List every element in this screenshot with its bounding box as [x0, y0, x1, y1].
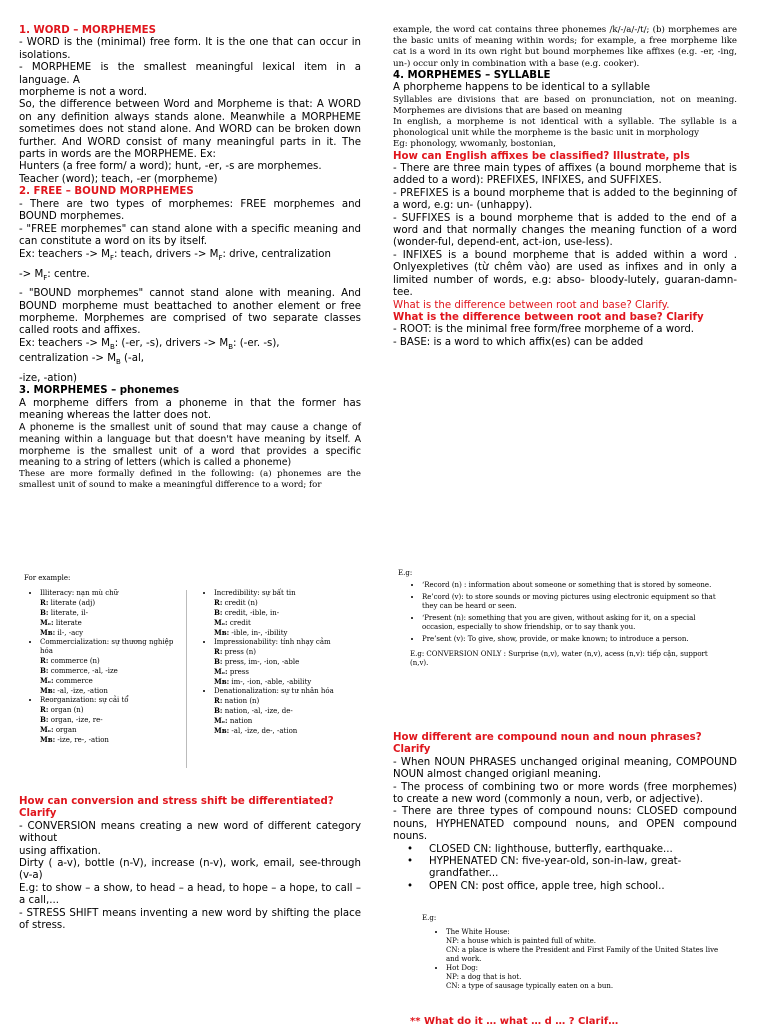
subscript: B: [116, 358, 121, 367]
stress-examples-block: [398, 569, 718, 668]
stress-example-item: • Re’cord (v): to store sounds or moving pictures using electronic equipment so that they can be heard or seen.: [422, 593, 718, 611]
paragraph: A phorpheme happens to be identical to a syllable: [393, 82, 651, 94]
text: Ex: teachers -> M: [19, 337, 110, 349]
example-value: press: [227, 668, 249, 676]
paragraph: - When NOUN PHRASES unchanged original meaning, COMPOUND NOUN almost changed origianl meaning.: [393, 756, 737, 781]
example-key: B:: [214, 608, 223, 617]
example-key: Mₒ:: [214, 667, 228, 676]
text: -> M: [19, 268, 44, 280]
stress-example-item: • Pre’sent (v): To give, show, provide, or make known; to introduce a person.: [422, 635, 718, 644]
paragraph: A morpheme differs from a phoneme in that the former has meaning whereas the latter does not.: [19, 397, 361, 421]
paragraph: [19, 353, 361, 368]
paragraph: - PREFIXES is a bound morpheme that is added to the beginning of a word, e.g: un- (unhappy).: [393, 187, 737, 212]
example-title: • Commercialization: sự thương nghiệp hóa: [40, 638, 174, 655]
example-line: [214, 716, 366, 726]
example-key: Mₒ:: [214, 618, 228, 627]
question-affixes: How can English affixes be classified? Illustrate, pls: [393, 150, 690, 162]
paragraph: - STRESS SHIFT means inventing a new word by shifting the place of stress.: [19, 907, 361, 932]
subscript: F: [109, 254, 114, 263]
paragraph: E.g: to show – a show, to head – a head, to hope – a hope, to call – a call,...: [19, 882, 361, 907]
column-divider: [186, 590, 187, 768]
paragraph: - WORD is the (minimal) free form. It is the one that can occur in isolations.: [19, 37, 361, 61]
example-cn: CN: a type of sausage typically eaten on a bun.: [446, 982, 614, 990]
example-item: [446, 964, 732, 991]
example-list: [22, 589, 182, 745]
example-key: R:: [40, 656, 49, 665]
paragraph: Hunters (a free form/ a word); hunt, -er, -s are morphemes.: [19, 161, 322, 173]
example-value: nation, -al, -ize, de-: [222, 707, 293, 715]
paragraph: - There are two types of morphemes: FREE morphemes and BOUND morphemes.: [19, 198, 361, 223]
example-line: [214, 677, 366, 687]
paragraph: In english, a morpheme is not identical with a syllable. The syllable is a phonological unit while the morpheme is the basic unit in morphology: [393, 117, 737, 139]
question-root-base-bold: What is the difference between root and base? Clarify: [393, 311, 704, 323]
example-key: Mₒ:: [214, 716, 228, 725]
stress-example-list: [398, 581, 718, 644]
example-key: B:: [214, 657, 223, 666]
example-title: • Incredibility: sự bất tin: [214, 589, 296, 597]
subscript: B: [109, 342, 115, 351]
paragraph: A phoneme is the smallest unit of sound that may cause a change of meaning within a language but that doesn't have meaning by itself. A morpheme is the smallest unit of a word that provides a specific meaning to a string of letters (which is called a phoneme): [19, 422, 361, 469]
subscript: B: [228, 342, 234, 351]
example-title: Hot Dog:: [446, 964, 479, 972]
example-title: • Illiteracy: nạn mù chữ: [40, 589, 119, 597]
example-line: [40, 676, 182, 686]
text: (-al,: [120, 353, 145, 365]
paragraph: morpheme is not a word.: [19, 87, 148, 99]
example-value: organ (n): [48, 706, 84, 714]
example-value: credit, -ible, in-: [222, 609, 280, 617]
example-value: -ible, in-, -ibility: [229, 629, 288, 637]
paragraph: - "FREE morphemes" can stand alone with a specific meaning and can constitute a word on its by itself.: [19, 223, 361, 247]
example-title: • Impressionability: tính nhạy cảm: [214, 638, 331, 646]
compound-example-list: [422, 928, 732, 991]
example-line: [40, 725, 182, 735]
question-conversion-stress: How can conversion and stress shift be differentiated? Clarify: [19, 796, 334, 820]
example-value: commerce, -al, -ize: [48, 667, 118, 675]
example-value: organ: [53, 726, 77, 734]
paragraph: - ROOT: is the minimal free form/free morpheme of a word.: [393, 324, 695, 336]
paragraph: [19, 249, 361, 264]
paragraph: - "BOUND morphemes" cannot stand alone with meaning. And BOUND morpheme must beattached to another element or free morpheme. Morphemes are comprised of two separate classes called roots and affixes.: [19, 288, 361, 337]
example-line: [214, 647, 366, 657]
example-line: [214, 696, 366, 706]
heading-morphemes-syllable: 4. MORPHEMES – SYLLABLE: [393, 69, 551, 81]
example-value: literate, il-: [48, 609, 88, 617]
text: Ex: teachers -> M: [19, 249, 110, 261]
example-item: [40, 696, 182, 745]
paragraph: - The process of combining two or more words (free morphemes) to create a new word (commonly a noun, verb, or adjective).: [393, 781, 737, 806]
example-value: nation (n): [222, 697, 260, 705]
example-line: [40, 715, 182, 725]
paragraph: -ize, -ation): [19, 372, 78, 384]
paragraph: - INFIXES is a bound morpheme that is added within a word . Onlyexpletives (từ chêm vào) are used as infixes and in only a limited number of words, e.g: abso- bloody-lutely, guaran-damn-tee.: [393, 249, 737, 299]
paragraph: Eg: phonology, wwomanly, bostonian,: [393, 139, 556, 150]
stress-example-item: • ‘Present (n): something that you are given, without asking for it, on a special occasion, especially to show friendship, or to say thank you.: [422, 614, 718, 632]
example-value: il-, -acy: [55, 629, 84, 637]
example-value: -ize, re-, -ation: [55, 736, 109, 744]
example-line: [214, 667, 366, 677]
example-value: -al, -ize, -ation: [55, 687, 108, 695]
example-key: R:: [214, 696, 223, 705]
example-value: nation: [227, 717, 253, 725]
example-key: Mₒ:: [40, 676, 54, 685]
example-title: • Reorganization: sự cải tổ: [40, 696, 129, 704]
example-value: press (n): [222, 648, 256, 656]
eg-label: E.g:: [422, 914, 437, 922]
example-key: Mₒ:: [40, 618, 54, 627]
example-line: [214, 598, 366, 608]
example-line: [214, 628, 366, 638]
paragraph: - CONVERSION means creating a new word of different category without: [19, 820, 361, 845]
left-bottom-column: [19, 796, 361, 932]
example-item: [40, 589, 182, 638]
example-value: credit: [227, 619, 251, 627]
example-np: NP: a house which is painted full of white.: [446, 937, 597, 945]
example-cn: CN: a place is where the President and First Family of the United States live and work.: [446, 946, 719, 963]
paragraph: - BASE: is a word to which affix(es) can be added: [393, 336, 644, 348]
example-np: NP: a dog that is hot.: [446, 973, 522, 981]
example-value: literate: [53, 619, 82, 627]
subscript: F: [218, 254, 223, 263]
right-top-column: [393, 25, 737, 349]
cut-off-question: ** What do it … what … d … ? Clarif…: [410, 1016, 619, 1027]
compound-examples: [422, 914, 732, 991]
heading-morphemes-phonemes: 3. MORPHEMES – phonemes: [19, 385, 180, 397]
question-root-base: What is the difference between root and base? Clarify.: [393, 299, 670, 311]
conversion-example: E.g: CONVERSION ONLY : Surprise (n,v), water (n,v), acess (n,v): tiếp cận, support (n,v).: [410, 650, 708, 667]
example-line: [214, 608, 366, 618]
example-item: [40, 638, 182, 696]
example-key: Mʙ:: [214, 628, 230, 637]
bullet-hyphenated-cn: • HYPHENATED CN: five-year-old, son-in-law, great-grandfather...: [393, 856, 737, 881]
paragraph: example, the word cat contains three phonemes /k/-/a/-/t/; (b) morphemes are the basic units of meaning within words; for example, a free morpheme like cat is a word in its own right but bound morphemes like affixes (e.g. -er, -ing, un-) occur only in combination with a base (e.g. cooker).: [393, 25, 737, 69]
example-value: credit (n): [222, 599, 258, 607]
example-line: [214, 726, 366, 736]
example-key: B:: [40, 666, 49, 675]
example-key: B:: [40, 608, 49, 617]
question-compound-noun: How different are compound noun and noun phrases? Clarify: [393, 732, 702, 756]
example-key: Mʙ:: [40, 735, 56, 744]
example-item: [214, 687, 366, 736]
example-item: [214, 638, 366, 687]
eg-label: E.g:: [398, 569, 413, 577]
example-line: [40, 686, 182, 696]
example-line: [40, 705, 182, 715]
example-list: [196, 589, 366, 736]
example-line: [40, 608, 182, 618]
example-key: Mʙ:: [214, 677, 230, 686]
paragraph: Teacher (word); teach, -er (morpheme): [19, 173, 218, 185]
bullet-open-cn: • OPEN CN: post office, apple tree, high school..: [393, 881, 737, 893]
paragraph: Dirty ( a-v), bottle (n-V), increase (n-v), work, email, see-through (v-a): [19, 858, 361, 882]
paragraph: - There are three main types of affixes (a bound morpheme that is added to a word): PREFIXES, INFIXES, and SUFFIXES.: [393, 163, 737, 187]
example-key: B:: [214, 706, 223, 715]
example-line: [214, 618, 366, 628]
text: : teach, drivers -> M: [113, 249, 219, 261]
bullet-closed-cn: • CLOSED CN: lighthouse, butterfly, earthquake...: [393, 844, 737, 856]
example-value: literate (adj): [48, 599, 96, 607]
example-value: press, im-, -ion, -able: [222, 658, 300, 666]
paragraph: - SUFFIXES is a bound morpheme that is added to the end of a word and that normally changes the meaning function of a word (wonder-ful, depend-ent, act-ion, use-less).: [393, 212, 737, 249]
example-value: -al, -ize, de-, -ation: [229, 727, 298, 735]
paragraph: Syllables are divisions that are based on pronunciation, not on meaning. Morphemes are divisions that are based on meaning: [393, 94, 737, 116]
example-key: Mₒ:: [40, 725, 54, 734]
text: centralization -> M: [19, 353, 116, 365]
examples-column-1: [22, 589, 182, 745]
example-title: The White House:: [446, 928, 510, 936]
example-line: [40, 666, 182, 676]
example-item: [446, 928, 732, 964]
examples-column-2: [196, 589, 366, 736]
example-line: [40, 656, 182, 666]
example-key: R:: [214, 598, 223, 607]
example-key: R:: [214, 647, 223, 656]
text: : (-er. -s),: [233, 337, 280, 349]
paragraph: [19, 269, 361, 284]
example-key: R:: [40, 598, 49, 607]
example-line: [40, 598, 182, 608]
paragraph: These are more formally defined in the following: (a) phonemes are the smallest unit of sound to make a meaningful difference to a word; for: [19, 468, 361, 490]
example-key: Mʙ:: [40, 686, 56, 695]
example-line: [40, 735, 182, 745]
example-line: [40, 628, 182, 638]
example-value: commerce: [53, 677, 93, 685]
paragraph: So, the difference between Word and Morpheme is that: A WORD on any definition always stands alone. Meanwhile a MORPHEME sometimes does not stand alone. And WORD can be broken down further. And WORD consist of many meaningful parts in it. The parts in words are the MORPHEME. Ex:: [19, 99, 361, 161]
example-line: [40, 618, 182, 628]
text: : centre.: [47, 268, 90, 280]
paragraph: - MORPHEME is the smallest meaningful lexical item in a language. A: [19, 62, 361, 86]
example-value: organ, -ize, re-: [48, 716, 103, 724]
example-key: R:: [40, 705, 49, 714]
example-title: • Denationalization: sự tư nhân hóa: [214, 687, 334, 695]
example-key: Mʙ:: [214, 726, 230, 735]
heading-word-morphemes: 1. WORD – MORPHEMES: [19, 25, 156, 36]
example-key: Mʙ:: [40, 628, 56, 637]
left-top-column: [19, 25, 361, 491]
examples-intro: For example:: [24, 574, 71, 582]
example-value: im-, -ion, -able, -ability: [229, 678, 312, 686]
text: : drive, centralization: [222, 249, 331, 261]
example-key: B:: [40, 715, 49, 724]
paragraph: [19, 338, 361, 353]
example-line: [214, 706, 366, 716]
paragraph: - There are three types of compound nouns: CLOSED compound nouns, HYPHENATED compound nouns, and OPEN compound nouns.: [393, 806, 737, 843]
stress-example-item: • ‘Record (n) : information about someone or something that is stored by someone.: [422, 581, 718, 590]
example-line: [214, 657, 366, 667]
text: : (-er, -s), drivers -> M: [114, 337, 229, 349]
subscript: F: [43, 273, 48, 282]
paragraph: using affixation.: [19, 845, 101, 857]
examples-block: [24, 574, 364, 583]
example-item: [214, 589, 366, 638]
heading-free-bound: 2. FREE – BOUND MORPHEMES: [19, 186, 194, 198]
right-bottom-column: [393, 732, 737, 893]
example-value: commerce (n): [48, 657, 100, 665]
